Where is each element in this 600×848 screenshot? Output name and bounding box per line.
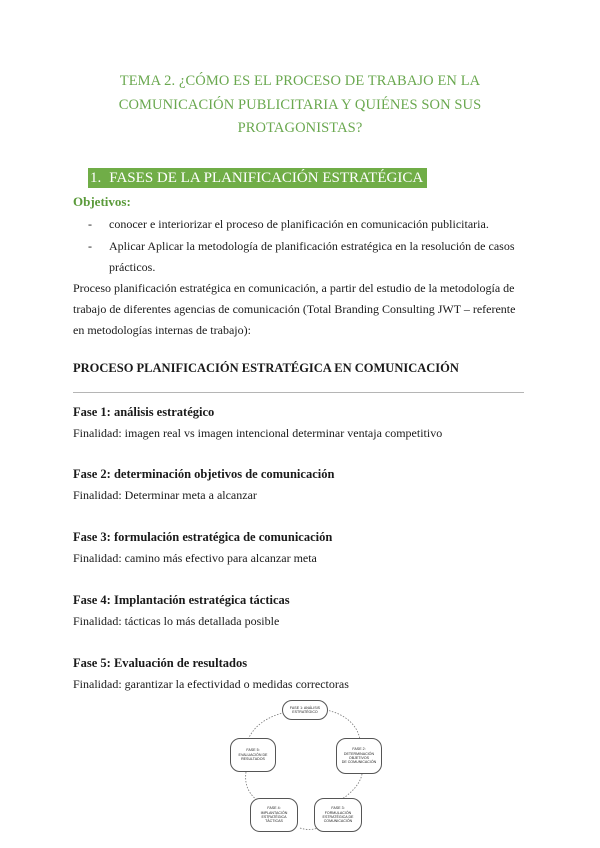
diagram-node-phase-5 bbox=[230, 738, 276, 772]
node-text: TÁCTICAS bbox=[265, 819, 283, 824]
section-heading bbox=[88, 168, 427, 188]
cycle-diagram bbox=[226, 700, 386, 832]
process-title: PROCESO PLANIFICACIÓN ESTRATÉGICA EN COMUNICACIÓN bbox=[73, 361, 459, 375]
node-text: DETERMINACIÓN OBJETIVOS bbox=[343, 751, 375, 760]
section-title: FASES DE LA PLANIFICACIÓN ESTRATÉGICA bbox=[109, 170, 424, 186]
diagram-node-phase-4 bbox=[250, 798, 298, 832]
node-text: EVALUACIÓN DE bbox=[238, 752, 268, 757]
node-text: FORMULACIÓN bbox=[324, 810, 352, 815]
intro-paragraph bbox=[73, 279, 528, 339]
phase-desc: Finalidad: imagen real vs imagen intencional determinar ventaja competitivo bbox=[73, 426, 443, 440]
node-text: DE COMUNICACIÓN bbox=[341, 760, 377, 765]
title-line-3: PROTAGONISTAS? bbox=[237, 120, 363, 136]
title-line-1: TEMA 2. ¿CÓMO ES EL PROCESO DE TRABAJO EN LA bbox=[119, 73, 481, 89]
node-text: FASE 2: bbox=[352, 747, 366, 752]
node-text: FASE 1: ANÁLISIS bbox=[289, 705, 321, 710]
node-text: IMPLANTACIÓN bbox=[260, 810, 288, 815]
diagram-node-phase-1 bbox=[282, 700, 328, 720]
objective-text: conocer e interiorizar el proceso de planificación en comunicación publicitaria. bbox=[109, 217, 489, 231]
section-number: 1. bbox=[90, 170, 102, 186]
title-line-2: COMUNICACIÓN PUBLICITARIA Y QUIÉNES SON SUS bbox=[118, 96, 482, 113]
phase-desc: Finalidad: camino más efectivo para alcanzar meta bbox=[73, 551, 317, 565]
phase-desc: Finalidad: garantizar la efectividad o medidas correctoras bbox=[73, 677, 349, 691]
node-text: FASE 5: bbox=[246, 748, 260, 753]
cycle-arc bbox=[326, 710, 360, 740]
diagram-node-phase-3 bbox=[314, 798, 362, 832]
node-text: RESULTADOS bbox=[241, 757, 265, 762]
phase-title: Fase 2: determinación objetivos de comunicación bbox=[73, 467, 335, 481]
bullet-dash: - bbox=[88, 217, 92, 231]
phase-title: Fase 4: Implantación estratégica tácticas bbox=[73, 593, 290, 607]
diagram-node-phase-2 bbox=[336, 738, 382, 774]
phase-title: Fase 1: análisis estratégico bbox=[73, 405, 215, 419]
node-text: COMUNICACIÓN bbox=[323, 819, 353, 824]
objective-text: prácticos. bbox=[109, 260, 156, 274]
node-text: FASE 4: bbox=[267, 806, 281, 811]
phase-title: Fase 3: formulación estratégica de comunicación bbox=[73, 530, 333, 544]
intro-line-1: Proceso planificación estratégica en comunicación, a partir del estudio de la metodología de bbox=[73, 281, 515, 295]
phase-desc: Finalidad: Determinar meta a alcanzar bbox=[73, 488, 257, 502]
node-text: ESTRATÉGICO bbox=[292, 710, 318, 714]
document-title bbox=[60, 70, 540, 141]
phase-desc: Finalidad: tácticas lo más detallada posible bbox=[73, 614, 280, 628]
intro-line-3: en metodologías internas de trabajo): bbox=[73, 323, 251, 337]
divider-rule bbox=[73, 392, 524, 393]
node-text: ESTRATÉGICA DE bbox=[322, 815, 354, 819]
objetivos-label: Objetivos: bbox=[73, 194, 131, 209]
node-text: ESTRATÉGICA bbox=[261, 815, 287, 819]
phase-title: Fase 5: Evaluación de resultados bbox=[73, 656, 248, 670]
node-text: FASE 3: bbox=[331, 806, 345, 811]
intro-line-2: trabajo de diferentes agencias de comunicación (Total Branding Consulting JWT – referente bbox=[73, 302, 516, 316]
objective-text: Aplicar Aplicar la metodología de planificación estratégica en la resolución de casos bbox=[109, 239, 515, 253]
bullet-dash: - bbox=[88, 239, 92, 253]
